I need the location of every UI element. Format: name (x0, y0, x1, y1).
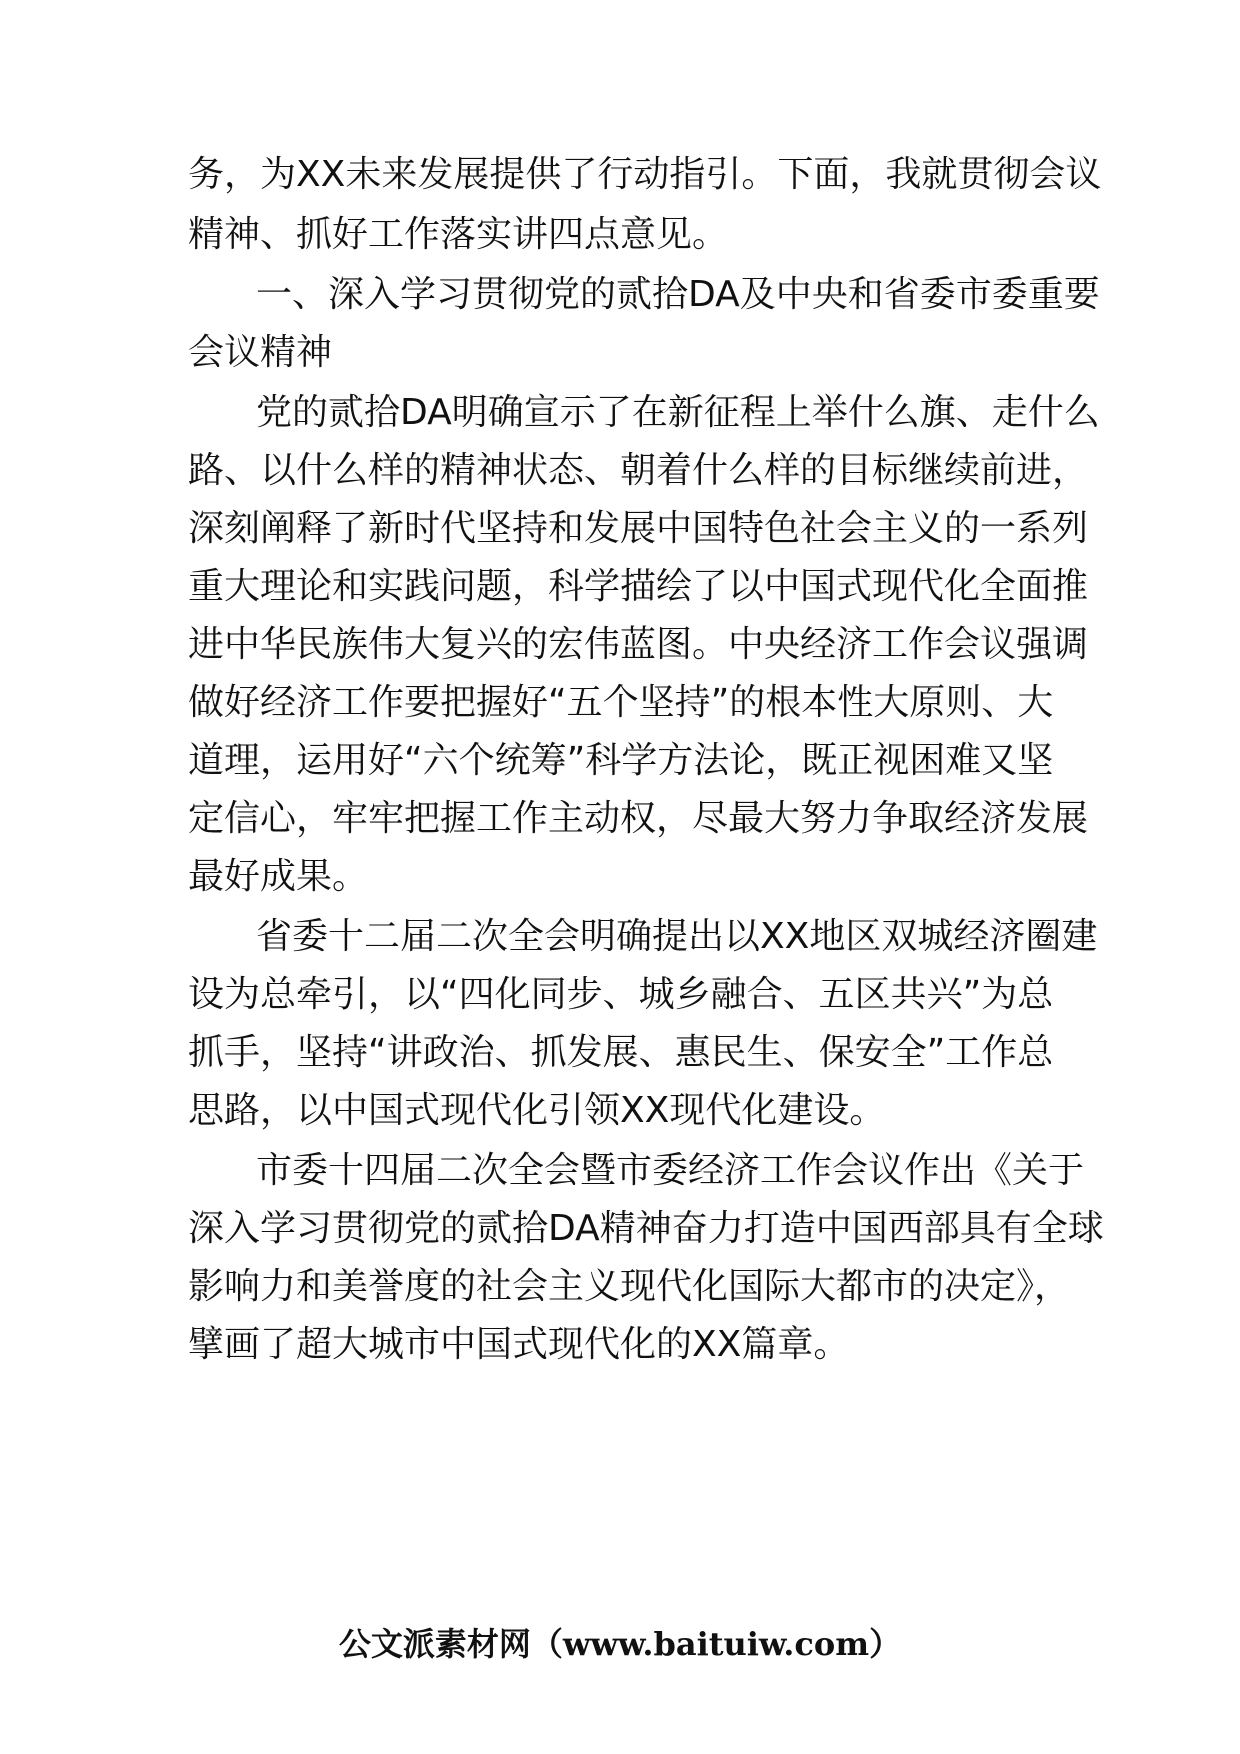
text-line: 思路，以中国式现代化引领XX现代化建设。 (188, 1090, 886, 1131)
section-heading-cont: 会议精神 (188, 332, 333, 373)
text-line: 最好成果。 (188, 856, 369, 897)
section-heading: 一、深入学习贯彻党的贰拾DA及中央和省委市委重要 (256, 274, 1100, 315)
text-line: 省委十二届二次全会明确提出以XX地区双城经济圈建 (256, 916, 1098, 957)
text-line: 进中华民族伟大复兴的宏伟蓝图。中央经济工作会议强调 (188, 624, 1089, 665)
text-line: 重大理论和实践问题，科学描绘了以中国式现代化全面推 (188, 566, 1089, 607)
text-line: 路、以什么样的精神状态、朝着什么样的目标继续前进， (188, 450, 1089, 491)
text-line: 定信心，牢牢把握工作主动权，尽最大努力争取经济发展 (188, 798, 1089, 839)
footer-source: 公文派素材网（www.baituiw.com） (338, 1625, 902, 1663)
text-line: 设为总牵引，以“四化同步、城乡融合、五区共兴”为总 (188, 974, 1054, 1015)
text-line: 深刻阐释了新时代坚持和发展中国特色社会主义的一系列 (188, 508, 1089, 549)
text-line: 深入学习贯彻党的贰拾DA精神奋力打造中国西部具有全球 (188, 1208, 1104, 1249)
text-line: 抓手，坚持“讲政治、抓发展、惠民生、保安全”工作总 (188, 1032, 1054, 1073)
text-line: 做好经济工作要把握好“五个坚持”的根本性大原则、大 (188, 682, 1054, 723)
text-line: 影响力和美誉度的社会主义现代化国际大都市的决定》， (188, 1266, 1071, 1307)
text-line: 精神、抓好工作落实讲四点意见。 (188, 214, 729, 255)
text-line: 务，为XX未来发展提供了行动指引。下面，我就贯彻会议 (188, 154, 1102, 195)
text-line: 擘画了超大城市中国式现代化的XX篇章。 (188, 1324, 850, 1365)
text-line: 党的贰拾DA明确宣示了在新征程上举什么旗、走什么 (256, 392, 1100, 433)
text-line: 市委十四届二次全会暨市委经济工作会议作出《关于 (256, 1150, 1085, 1191)
text-line: 道理，运用好“六个统筹”科学方法论，既正视困难又坚 (188, 740, 1054, 781)
